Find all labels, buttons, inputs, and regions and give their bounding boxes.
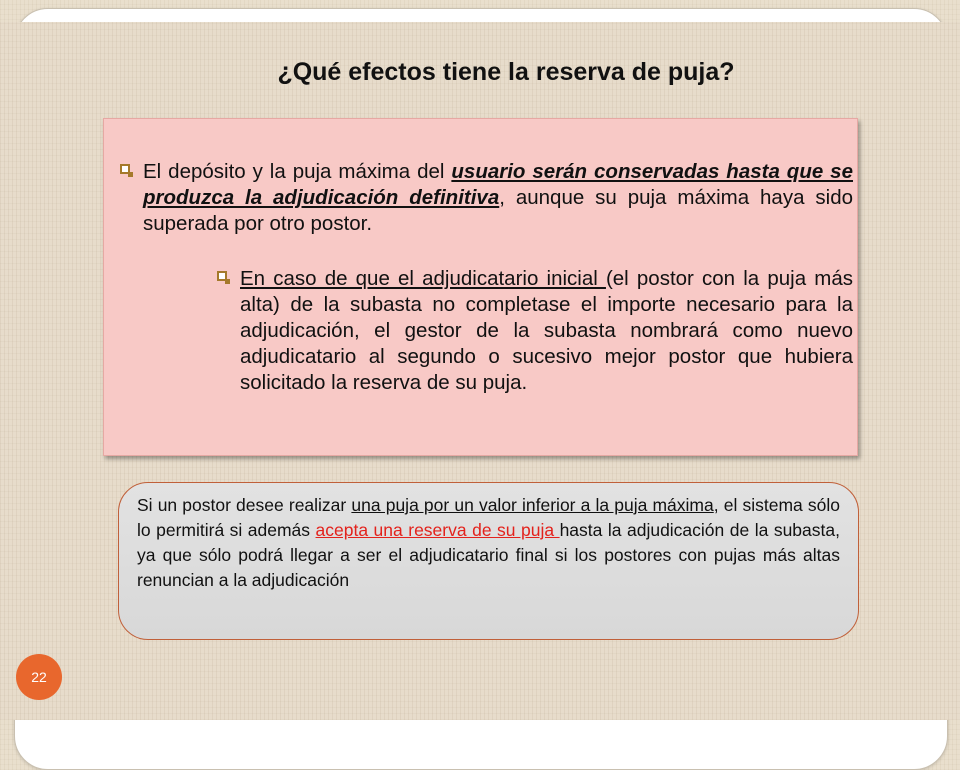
underlined-phrase: una puja por un valor inferior a la puja máxima [351, 495, 714, 515]
underlined-phrase: En caso de que el adjudicatario inicial [240, 267, 606, 290]
bullet-2-text: En caso de que el adjudicatario inicial (el postor con la puja más alta) de la subasta no completase el importe necesario para la adjudicación, el gestor de la subasta nombrará como nuevo adjudicatario al segundo o sucesivo mejor postor que hubiera solicitado la reserva de su puja. [240, 267, 853, 394]
slide-title: ¿Qué efectos tiene la reserva de puja? [277, 58, 735, 86]
red-highlighted-phrase: acepta una reserva de su puja [315, 520, 560, 540]
bullet-point-2 [217, 266, 853, 396]
page-number: 22 [31, 669, 47, 685]
checkbox-bullet-icon [120, 164, 130, 174]
emphasized-phrase: usuario serán conservadas hasta que se produzca la adjudicación definitiva [143, 160, 853, 209]
bullet-point-1 [120, 159, 853, 237]
main-content-box [103, 118, 858, 456]
checkbox-bullet-icon [217, 271, 227, 281]
note-callout-box [118, 482, 859, 640]
bullet-1-text: El depósito y la puja máxima del usuario serán conservadas hasta que se produzca la adjudicación definitiva, aunque su puja máxima haya sido superada por otro postor. [143, 160, 853, 235]
page-number-badge [16, 654, 62, 700]
note-text: Si un postor desee realizar una puja por un valor inferior a la puja máxima, el sistema sólo lo permitirá si además acepta una reserva de su puja hasta la adjudicación de la subasta, ya que sólo podrá llegar a ser el adjudicatario final si los postores con pujas más altas renuncian a la adjudicación [137, 495, 841, 590]
